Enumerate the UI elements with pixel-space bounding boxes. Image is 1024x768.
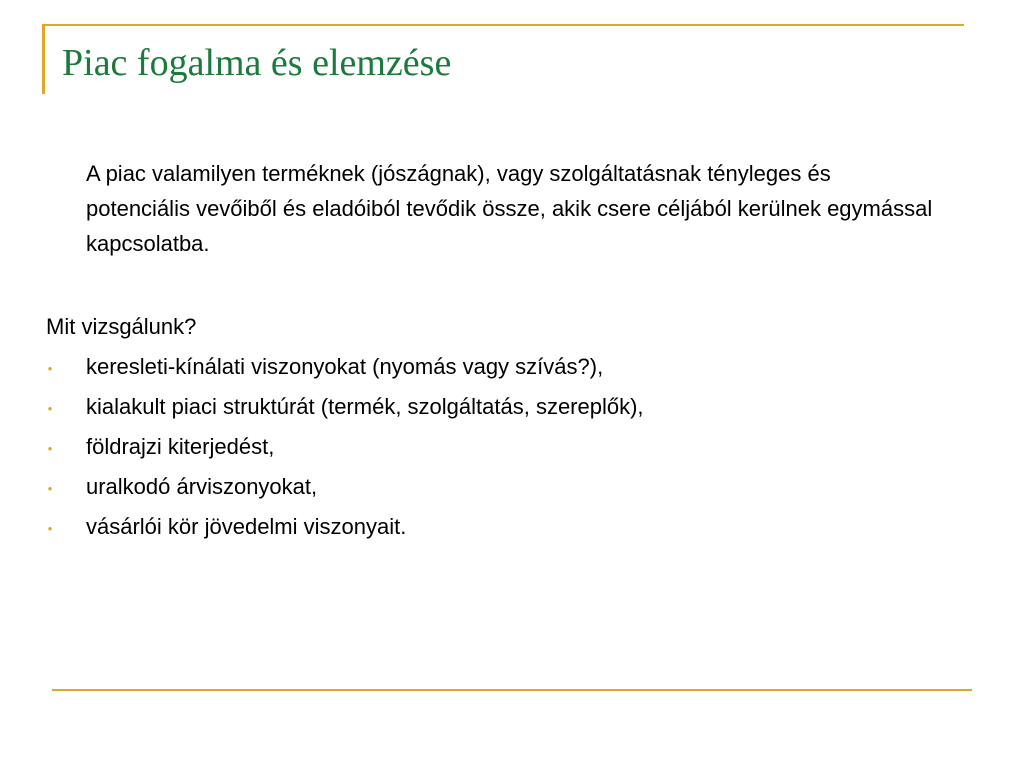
bullet-text: vásárlói kör jövedelmi viszonyait.: [86, 514, 407, 539]
definition-paragraph: A piac valamilyen terméknek (jószágnak), vagy szolgáltatásnak tényleges és potenciális vevőiből és eladóiból tevődik össze, akik csere céljából kerülnek egymással kapcsolatba.: [86, 161, 933, 256]
bullet-icon: •: [47, 401, 53, 416]
bullet-icon: •: [47, 521, 53, 536]
bullet-text: uralkodó árviszonyokat,: [86, 474, 318, 499]
title-accent-vertical-line: [42, 24, 45, 94]
bullet-text: földrajzi kiterjedést,: [86, 434, 275, 459]
bullet-text: kialakult piaci struktúrát (termék, szolgáltatás, szereplők),: [86, 394, 644, 419]
title-accent-top-line: [42, 24, 964, 26]
bullet-icon: •: [47, 441, 53, 456]
slide-title: Piac fogalma és elemzése: [62, 42, 452, 84]
bullet-text: keresleti-kínálati viszonyokat (nyomás vagy szívás?),: [86, 354, 604, 379]
bullet-icon: •: [47, 481, 53, 496]
footer-accent-line: [52, 689, 972, 691]
question-heading: Mit vizsgálunk?: [46, 314, 197, 339]
bullet-icon: •: [47, 361, 53, 376]
